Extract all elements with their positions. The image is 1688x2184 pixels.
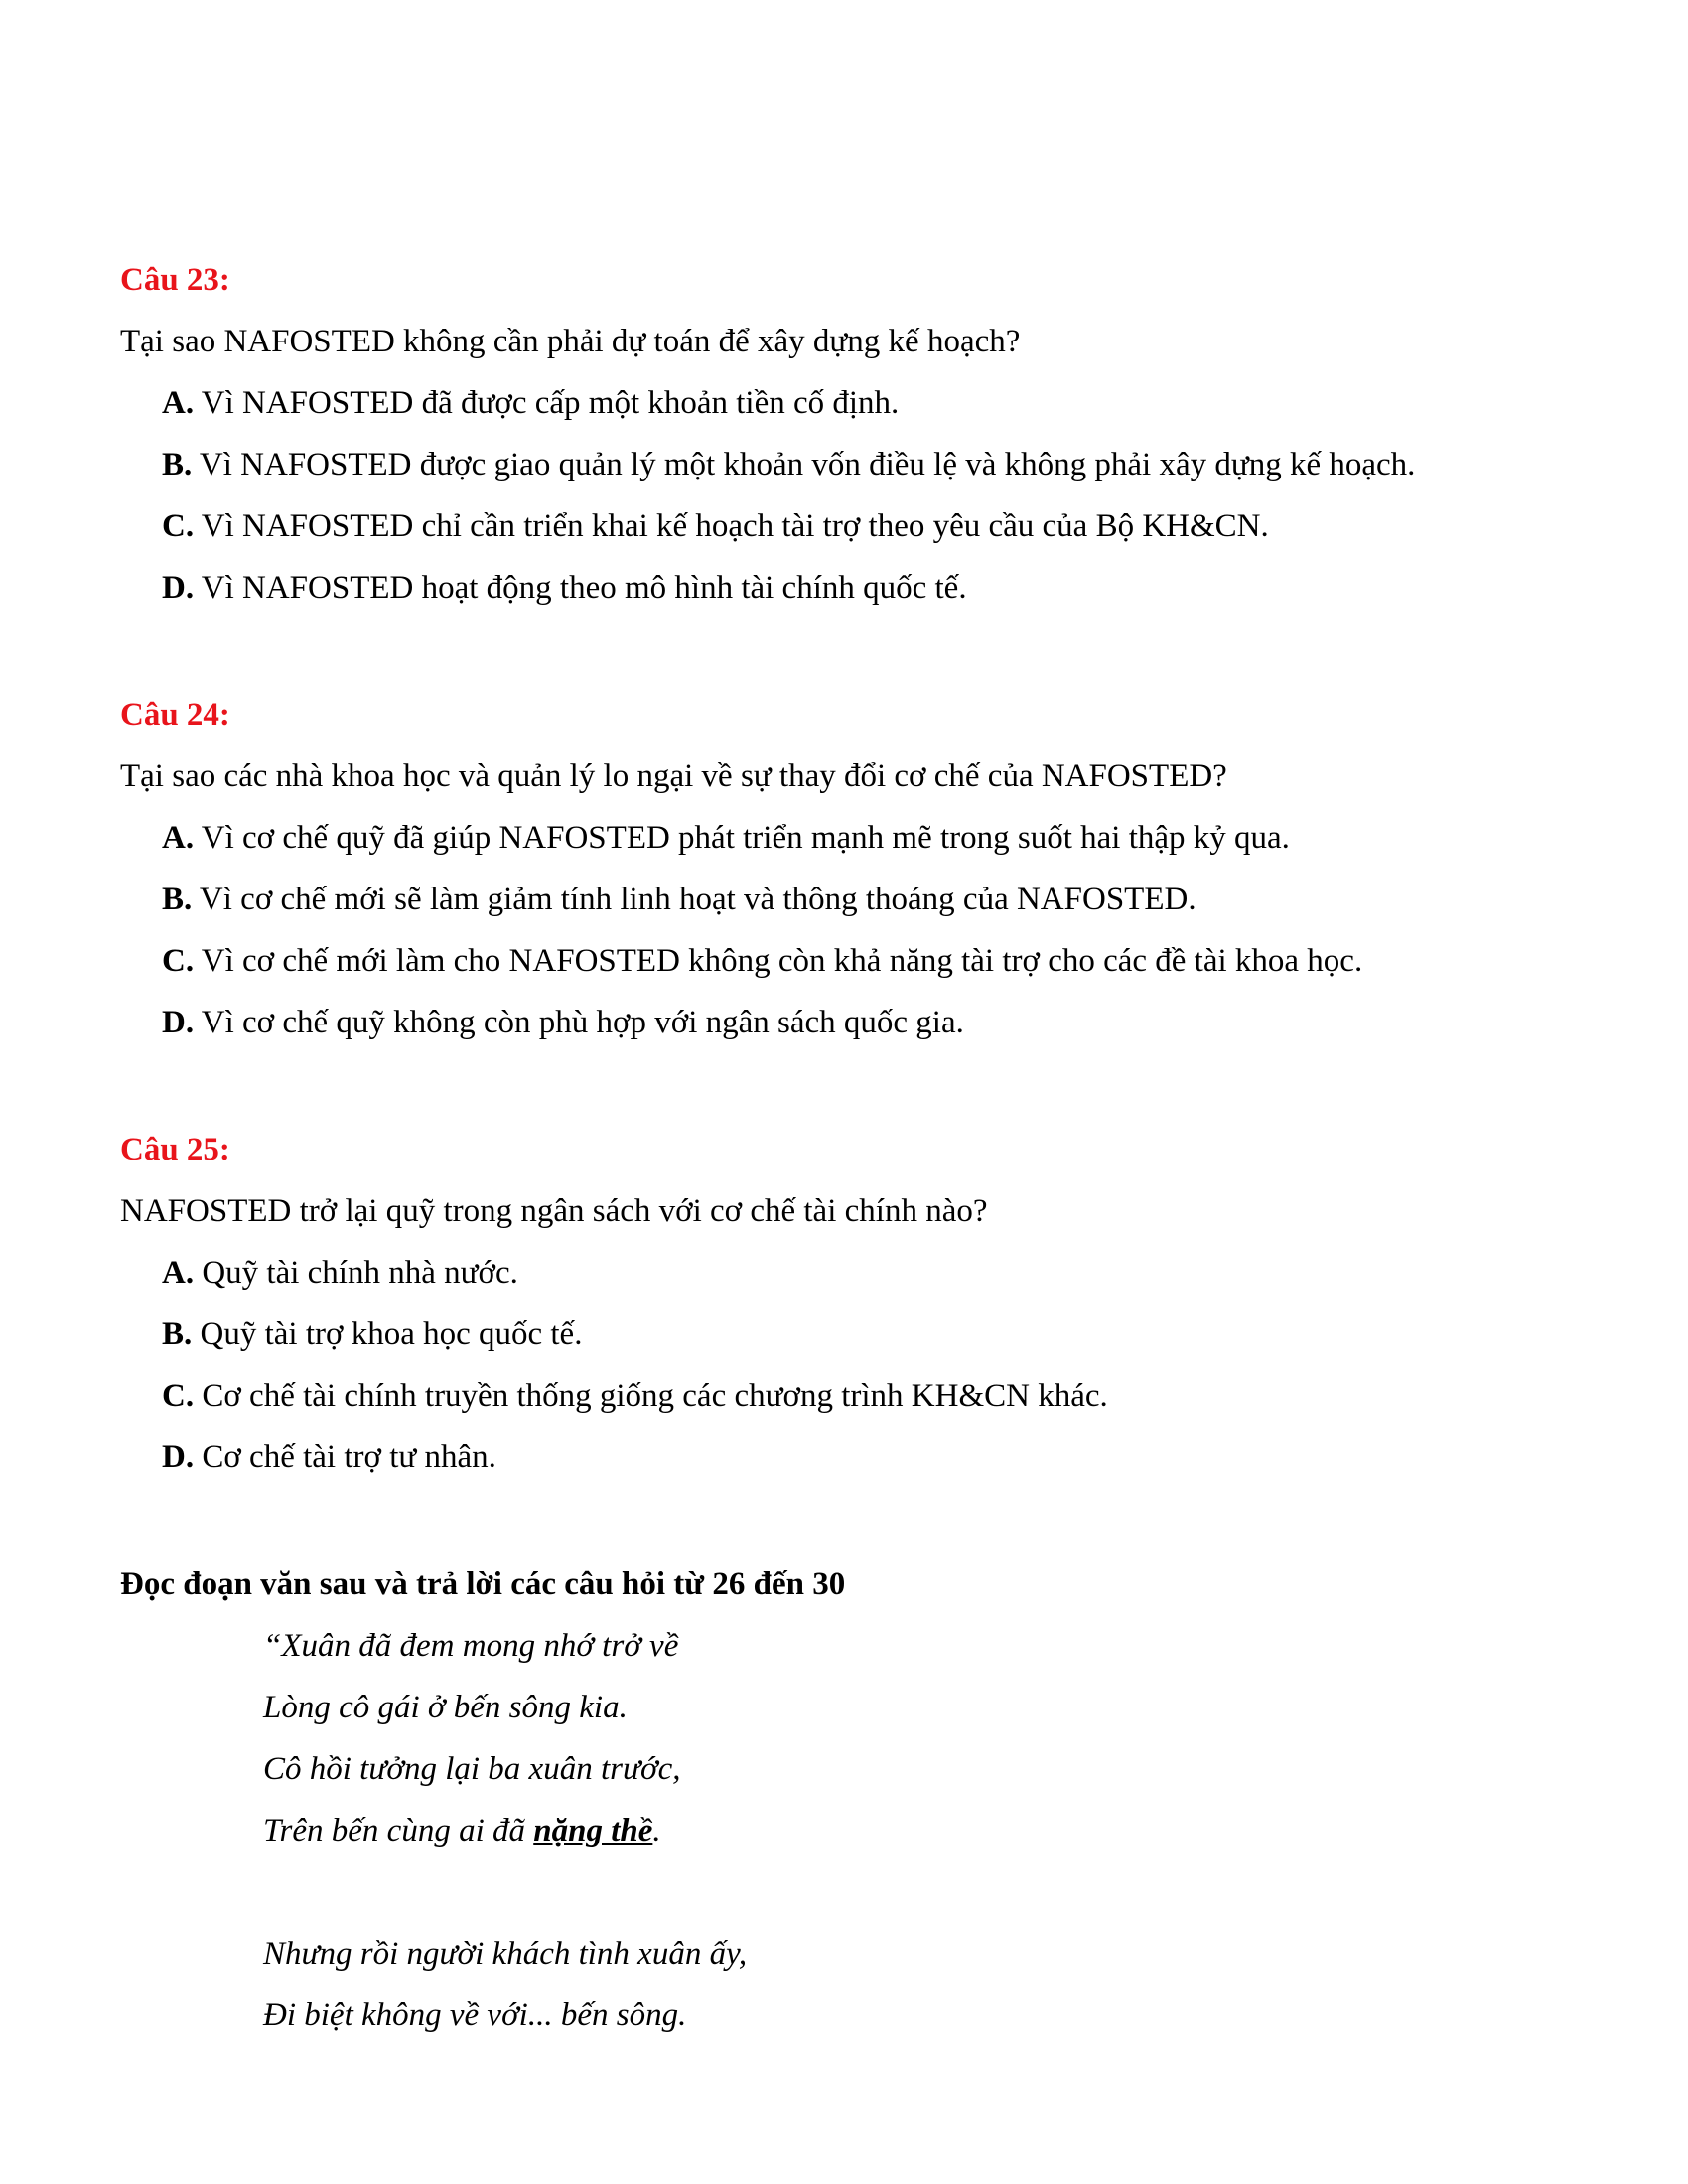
question-title: Câu 25:	[120, 1132, 230, 1167]
option-a	[162, 383, 1560, 423]
poem-line-6: Đi biệt không về với... bến sông.	[263, 1997, 687, 2033]
reading-instruction: Đọc đoạn văn sau và trả lời các câu hỏi từ 26 đến 30	[120, 1567, 846, 1602]
poem-line-4-suffix: .	[652, 1813, 661, 1848]
option-key: D.	[162, 1439, 195, 1475]
poem-excerpt	[263, 1626, 747, 2057]
option-b	[162, 880, 1560, 919]
option-text: Cơ chế tài chính truyền thống giống các chương trình KH&CN khác.	[194, 1378, 1108, 1414]
option-text: Vì cơ chế mới sẽ làm giảm tính linh hoạt và thông thoáng của NAFOSTED.	[192, 882, 1196, 917]
poem-line-1: “Xuân đã đem mong nhớ trở về	[263, 1628, 679, 1664]
option-b	[162, 445, 1560, 484]
option-key: D.	[162, 1005, 195, 1040]
option-key: C.	[162, 1378, 195, 1414]
option-text: Quỹ tài trợ khoa học quốc tế.	[192, 1316, 583, 1352]
option-text: Quỹ tài chính nhà nước.	[194, 1255, 518, 1291]
option-key: A.	[162, 1255, 195, 1291]
option-d	[162, 1437, 1560, 1477]
option-key: A.	[162, 820, 195, 856]
question-25	[120, 1130, 1560, 1499]
question-title: Câu 23:	[120, 262, 230, 298]
poem-line-3: Cô hồi tưởng lại ba xuân trước,	[263, 1751, 681, 1787]
option-d	[162, 1003, 1560, 1042]
option-text: Vì cơ chế quỹ không còn phù hợp với ngân sách quốc gia.	[194, 1005, 964, 1040]
question-text: Tại sao các nhà khoa học và quản lý lo ngại về sự thay đổi cơ chế của NAFOSTED?	[120, 758, 1227, 794]
question-text: NAFOSTED trở lại quỹ trong ngân sách với cơ chế tài chính nào?	[120, 1193, 988, 1229]
option-text: Vì NAFOSTED hoạt động theo mô hình tài chính quốc tế.	[194, 570, 967, 606]
stanza-break	[263, 1872, 747, 1934]
poem-line-4-prefix: Trên bến cùng ai đã	[263, 1813, 534, 1848]
option-d	[162, 568, 1560, 608]
option-a	[162, 818, 1560, 858]
poem-emphasized-phrase: nặng thề	[533, 1813, 653, 1848]
question-23	[120, 260, 1560, 629]
question-24	[120, 695, 1560, 1064]
poem-line-2: Lòng cô gái ở bến sông kia.	[263, 1690, 628, 1725]
option-c	[162, 941, 1560, 981]
question-text: Tại sao NAFOSTED không cần phải dự toán để xây dựng kế hoạch?	[120, 324, 1021, 359]
option-key: B.	[162, 1316, 193, 1352]
option-key: C.	[162, 943, 195, 979]
option-c	[162, 1376, 1560, 1416]
option-key: B.	[162, 882, 193, 917]
option-text: Cơ chế tài trợ tư nhân.	[194, 1439, 496, 1475]
poem-line-5: Nhưng rồi người khách tình xuân ấy,	[263, 1936, 748, 1972]
option-key: D.	[162, 570, 195, 606]
question-title: Câu 24:	[120, 697, 230, 733]
poem-line-4	[263, 1811, 747, 1850]
option-text: Vì NAFOSTED chỉ cần triển khai kế hoạch tài trợ theo yêu cầu của Bộ KH&CN.	[194, 508, 1269, 544]
option-text: Vì cơ chế mới làm cho NAFOSTED không còn khả năng tài trợ cho các đề tài khoa học.	[194, 943, 1363, 979]
option-a	[162, 1253, 1560, 1293]
option-key: A.	[162, 385, 195, 421]
option-text: Vì cơ chế quỹ đã giúp NAFOSTED phát triển mạnh mẽ trong suốt hai thập kỷ qua.	[194, 820, 1290, 856]
option-key: C.	[162, 508, 195, 544]
option-text: Vì NAFOSTED được giao quản lý một khoản vốn điều lệ và không phải xây dựng kế hoạch.	[192, 447, 1416, 482]
option-c	[162, 506, 1560, 546]
option-text: Vì NAFOSTED đã được cấp một khoản tiền cố định.	[194, 385, 900, 421]
option-b	[162, 1314, 1560, 1354]
option-key: B.	[162, 447, 193, 482]
